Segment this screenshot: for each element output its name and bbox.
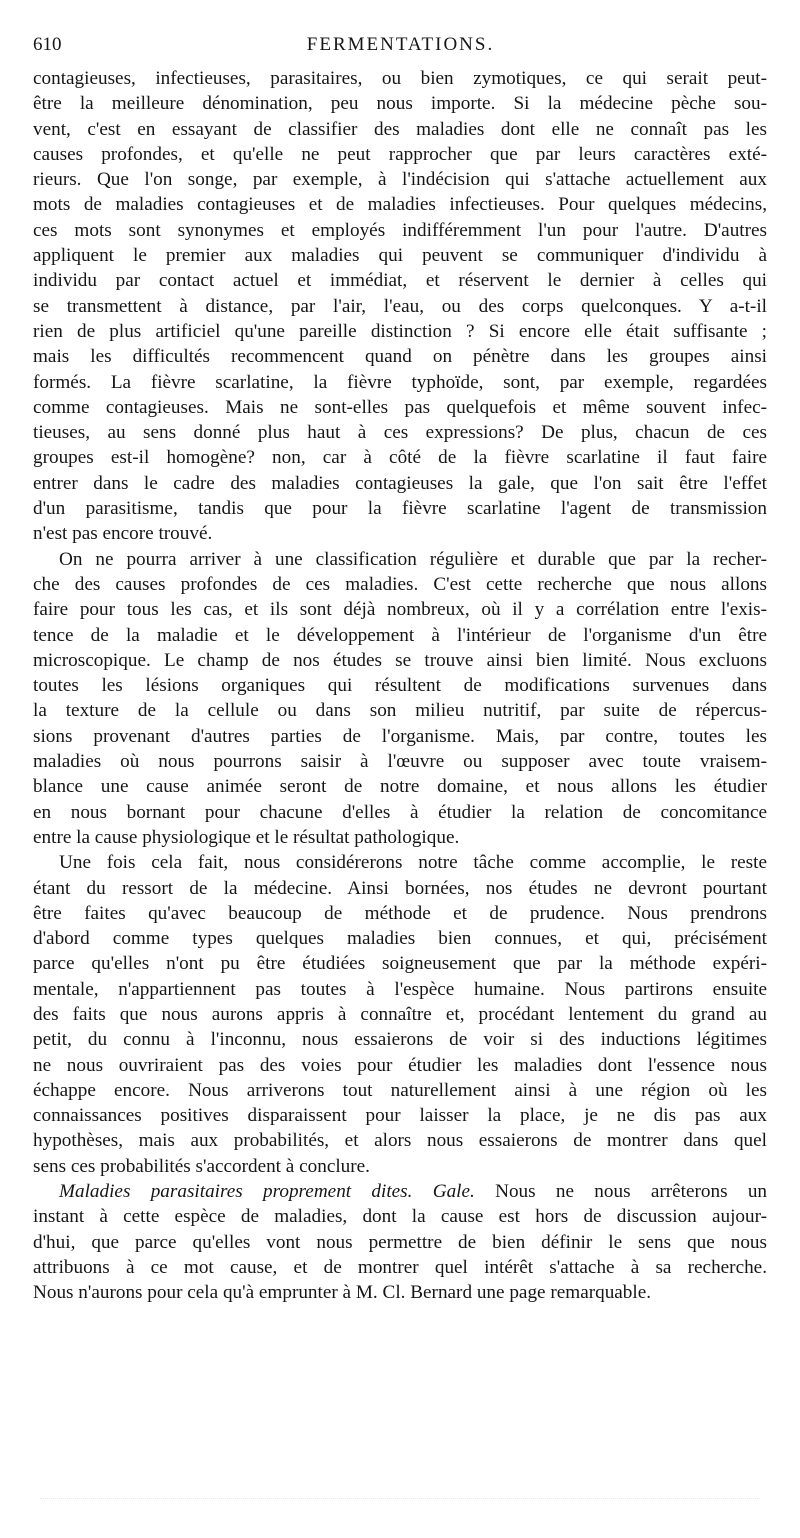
text-line: sions provenant d'autres parties de l'organisme. Mais, par contre, toutes les (33, 725, 767, 747)
text-line: tieuses, au sens donné plus haut à ces expressions? De plus, chacun de ces (33, 422, 767, 444)
paragraph-continued (33, 66, 767, 547)
text-line: formés. La fièvre scarlatine, la fièvre typhoïde, sont, par exemple, regardées (33, 371, 767, 393)
text-line: microscopique. Le champ de nos études se trouve ainsi bien limité. Nous excluons (33, 649, 767, 671)
text-line: tence de la maladie et le développement à l'intérieur de l'organisme d'un être (33, 624, 767, 646)
text-line: d'un parasitisme, tandis que pour la fièvre scarlatine l'agent de transmission (33, 498, 767, 520)
page-number: 610 (33, 34, 62, 55)
text-line: petit, du connu à l'inconnu, nous essaierons de voir si des inductions légitimes (33, 1029, 767, 1051)
text-line: ne nous ouvriraient pas des voies pour étudier les maladies dont l'essence nous (33, 1054, 767, 1076)
text-line: d'abord comme types quelques maladies bien connues, et qui, précisément (33, 928, 767, 950)
text-line: comme contagieuses. Mais ne sont-elles pas quelquefois et même souvent infec- (33, 396, 767, 418)
text-line: mentale, n'appartiennent pas toutes à l'espèce humaine. Nous partirons ensuite (33, 978, 767, 1000)
paragraph-classification (33, 547, 767, 851)
text-line: blance une cause animée seront de notre domaine, et nous allons les étudier (33, 776, 767, 798)
text-line: être la meilleure dénomination, peu nous importe. Si la médecine pèche sou- (33, 93, 767, 115)
running-title: FERMENTATIONS. (306, 34, 495, 55)
paragraph-gale (33, 1179, 767, 1305)
text-line: n'est pas encore trouvé. (33, 523, 213, 545)
text-line: On ne pourra arriver à une classification régulière et durable que par la recher- (59, 548, 767, 570)
text-line: hypothèses, mais aux probabilités, et alors nous essaierons de montrer dans quel (33, 1130, 767, 1152)
text-line: mais les difficultés recommencent quand on pénètre dans les groupes ainsi (33, 346, 767, 368)
text-line: mots de maladies contagieuses et de maladies infectieuses. Pour quelques médecins, (33, 194, 767, 216)
text-line: toutes les lésions organiques qui résultent de modifications survenues dans (33, 675, 767, 697)
text-line (33, 1179, 767, 1204)
text-line: échappe encore. Nous arriverons tout naturellement ainsi à une région où les (33, 1079, 767, 1101)
section-heading-italic: Maladies parasitaires proprement dites. Gale. (59, 1181, 475, 1203)
text-line: individu par contact actuel et immédiat, et réservent le dernier à celles qui (33, 270, 767, 292)
text-line: vent, c'est en essayant de classifier des maladies dont elle ne connaît pas les (33, 118, 767, 140)
text-line: appliquent le premier aux maladies qui peuvent se communiquer d'individu à (33, 245, 767, 267)
scan-artifact-divider (40, 1498, 760, 1502)
text-line: étant du ressort de la médecine. Ainsi bornées, nos études ne devront pourtant (33, 877, 767, 899)
text-line: faire pour tous les cas, et ils sont déjà nombreux, où il y a corrélation entre l'exis- (33, 599, 767, 621)
text-line: se transmettent à distance, par l'air, l'eau, ou des corps quelconques. Y a-t-il (33, 295, 767, 317)
text-line: groupes est-il homogène? non, car à côté de la fièvre scarlatine il faut faire (33, 447, 767, 469)
text-line: sens ces probabilités s'accordent à conclure. (33, 1155, 370, 1177)
text-line: d'hui, que parce qu'elles vont nous permettre de bien définir le sens que nous (33, 1231, 767, 1253)
text-line: parce qu'elles n'ont pu être étudiées soigneusement que par la méthode expéri- (33, 953, 767, 975)
text-line: en nous bornant pour chacune d'elles à étudier la relation de concomitance (33, 801, 767, 823)
text-line: entrer dans le cadre des maladies contagieuses la gale, que l'on sait être l'effet (33, 472, 767, 494)
text-line: causes profondes, et qu'elle ne peut rapprocher que par leurs caractères exté- (33, 143, 767, 165)
page-header (33, 32, 768, 58)
text-line: che des causes profondes de ces maladies. C'est cette recherche que nous allons (33, 573, 767, 595)
text-line: contagieuses, infectieuses, parasitaires, ou bien zymotiques, ce qui serait peut- (33, 68, 767, 89)
text-line: Une fois cela fait, nous considérerons notre tâche comme accomplie, le reste (59, 852, 767, 874)
paragraph-method (33, 850, 767, 1179)
text-line: attribuons à ce mot cause, et de montrer quel intérêt s'attache à sa recherche. (33, 1256, 767, 1278)
text-line: rien de plus artificiel qu'une pareille distinction ? Si encore elle était suffisante ; (33, 320, 767, 342)
text-line: être faites qu'avec beaucoup de méthode et de prudence. Nous prendrons (33, 902, 767, 924)
text-line: instant à cette espèce de maladies, dont la cause est hors de discussion aujour- (33, 1206, 767, 1228)
text-line: rieurs. Que l'on songe, par exemple, à l'indécision qui s'attache actuellement aux (33, 169, 767, 191)
text-line: connaissances positives disparaissent pour laisser la place, je ne dis pas aux (33, 1105, 767, 1127)
text-line: maladies où nous pourrons saisir à l'œuvre ou supposer avec toute vraisem- (33, 751, 767, 773)
text-line: Nous n'aurons pour cela qu'à emprunter à M. Cl. Bernard une page remarquable. (33, 1282, 652, 1304)
text-line: des faits que nous aurons appris à connaître et, procédant lentement du grand au (33, 1003, 767, 1025)
text-run: Nous ne nous arrêterons un (474, 1181, 767, 1203)
text-line: entre la cause physiologique et le résultat pathologique. (33, 826, 460, 848)
text-line: ces mots sont synonymes et employés indifféremment l'un pour l'autre. D'autres (33, 219, 767, 241)
text-line: la texture de la cellule ou dans son milieu nutritif, par suite de répercus- (33, 700, 767, 722)
body-text (33, 66, 767, 1306)
